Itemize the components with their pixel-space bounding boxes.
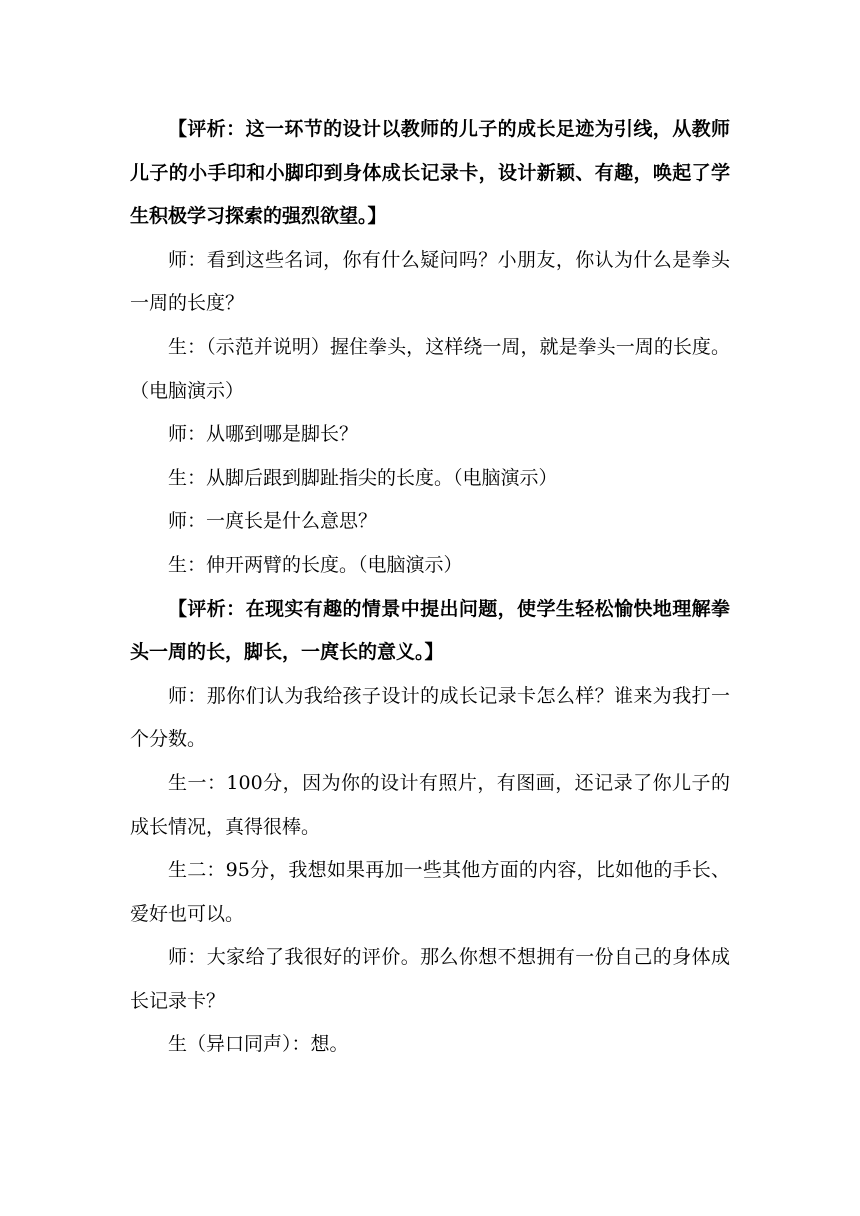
teacher-line: 师：看到这些名词，你有什么疑问吗？小朋友，你认为什么是拳头一周的长度？ bbox=[130, 248, 730, 315]
student-line: 生：（示范并说明）握住拳头，这样绕一周，就是拳头一周的长度。（电脑演示） bbox=[130, 335, 730, 402]
commentary-paragraph: 【评析：在现实有趣的情景中提出问题，使学生轻松愉快地理解拳头一周的长，脚长，一庹长的意义。】 bbox=[130, 597, 730, 664]
student-line: 生（异口同声）：想。 bbox=[168, 1033, 349, 1056]
student-line: 生二：95分，我想如果再加一些其他方面的内容，比如他的手长、爱好也可以。 bbox=[130, 859, 730, 925]
commentary-paragraph: 【评析：这一环节的设计以教师的儿子的成长足迹为引线，从教师儿子的小手印和小脚印到身体成长记录卡，设计新颖、有趣，唤起了学生积极学习探索的强烈欲望。】 bbox=[130, 118, 730, 228]
student-line: 生一：100分，因为你的设计有照片，有图画，还记录了你儿子的成长情况，真得很棒。 bbox=[130, 771, 730, 838]
student-line: 生：从脚后跟到脚趾指尖的长度。（电脑演示） bbox=[168, 466, 558, 489]
teacher-line: 师：大家给了我很好的评价。那么你想不想拥有一份自己的身体成长记录卡？ bbox=[130, 946, 730, 1012]
teacher-line: 师：那你们认为我给孩子设计的成长记录卡怎么样？谁来为我打一个分数。 bbox=[130, 684, 730, 751]
student-line: 生：伸开两臂的长度。（电脑演示） bbox=[168, 553, 463, 576]
document-page bbox=[130, 108, 730, 1067]
teacher-line: 师：一庹长是什么意思？ bbox=[168, 510, 378, 533]
teacher-line: 师：从哪到哪是脚长？ bbox=[168, 423, 359, 446]
